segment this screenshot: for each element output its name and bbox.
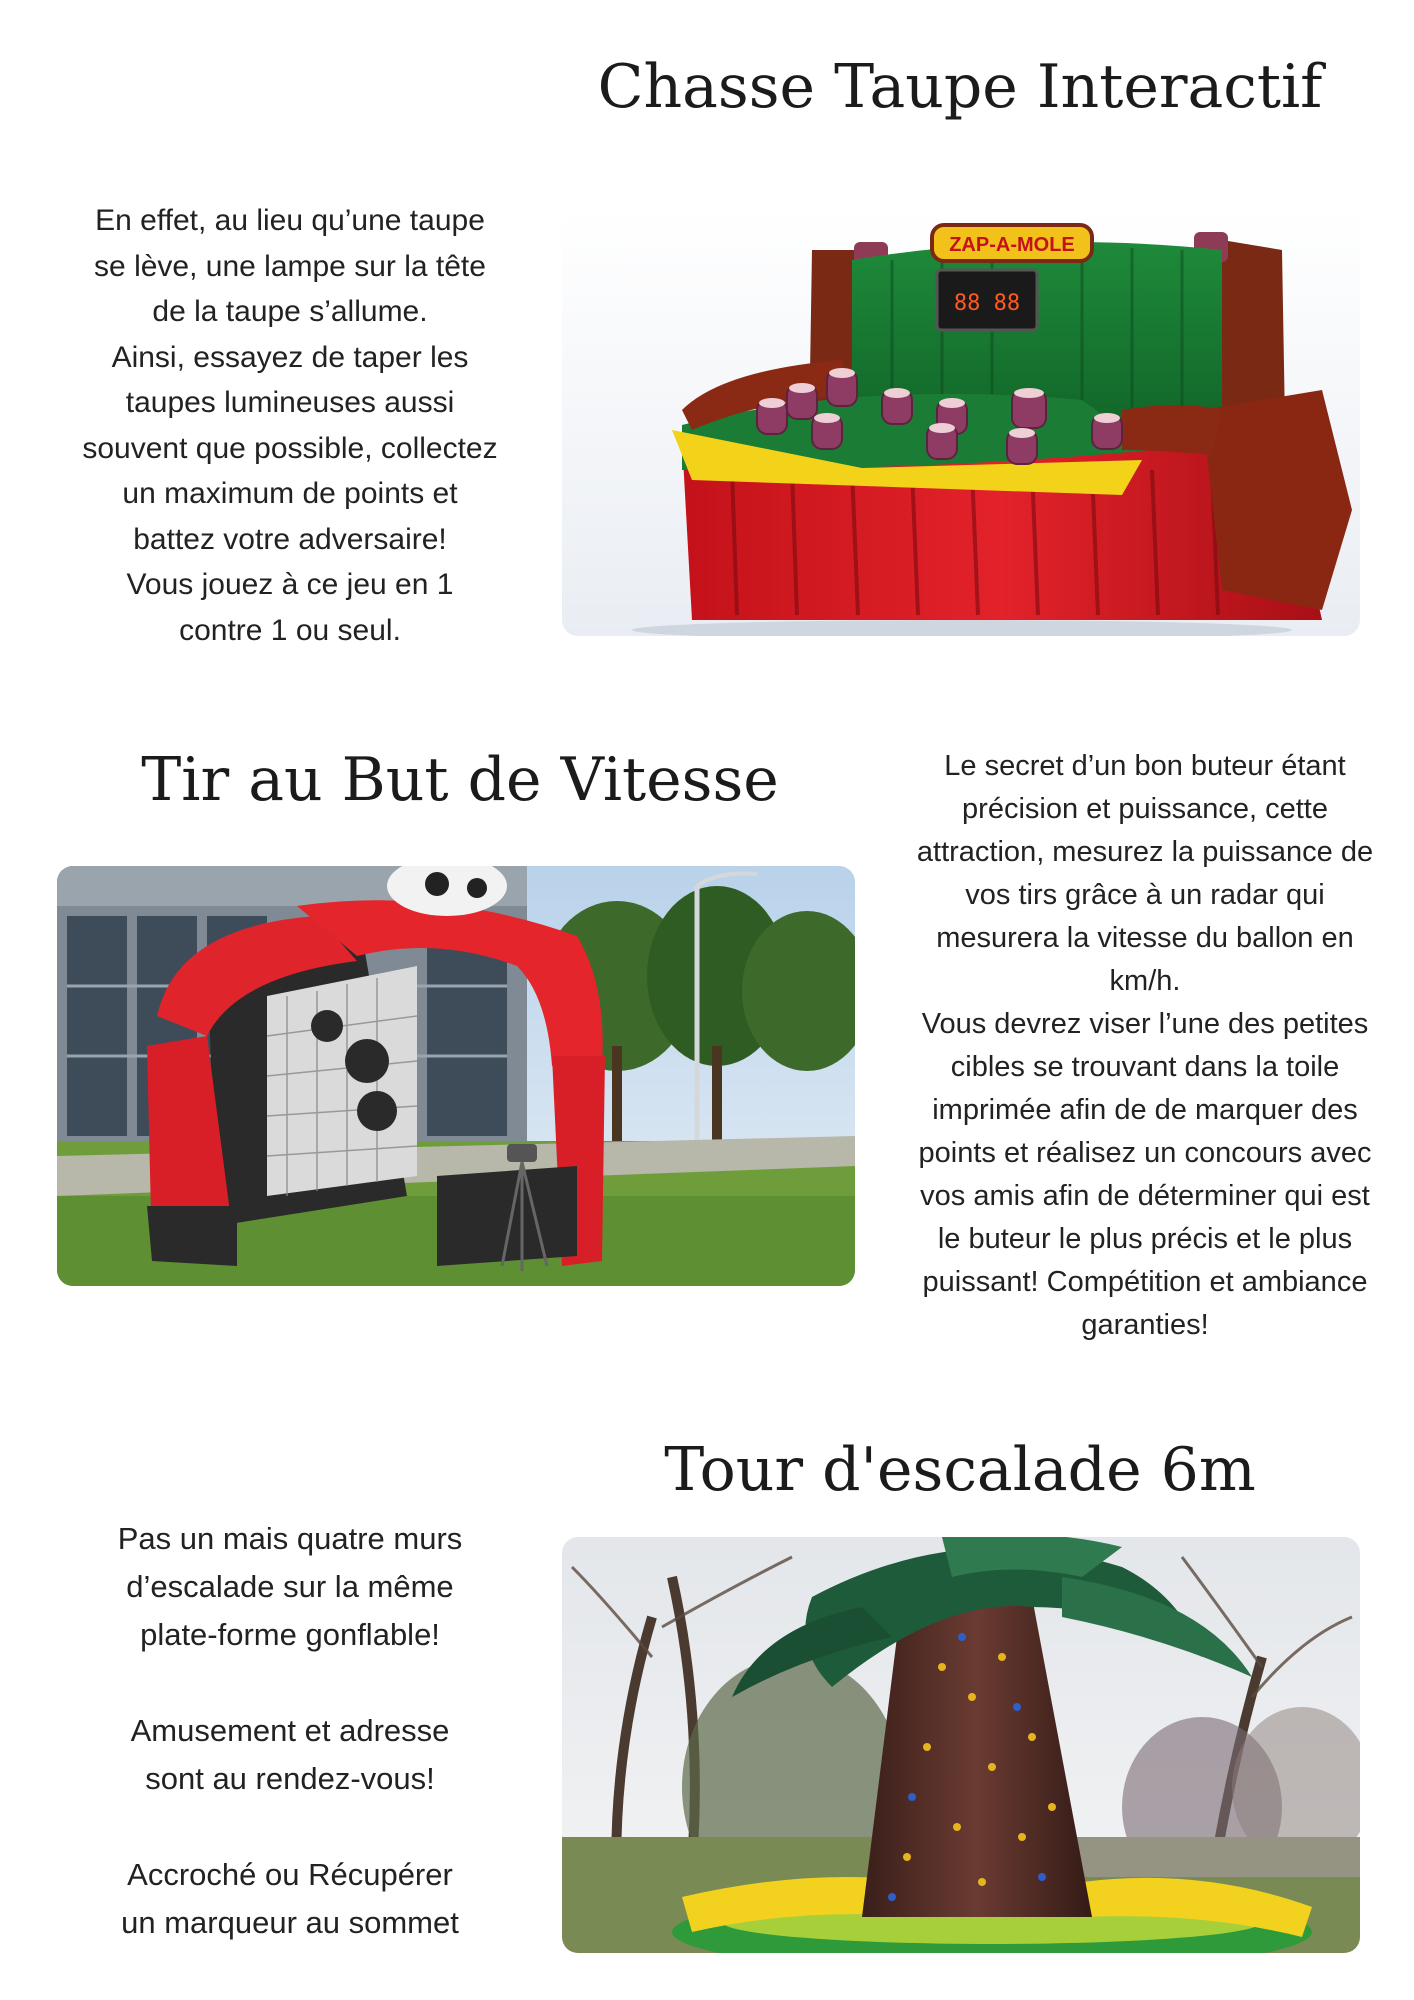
sign-text: ZAP-A-MOLE xyxy=(949,234,1075,256)
soccer-speed-shot-inflatable-photo xyxy=(57,866,855,1286)
text-line: précision et puissance, cette xyxy=(962,793,1328,825)
text-line: km/h. xyxy=(1109,965,1181,997)
text-line: d’escalade sur la même xyxy=(126,1569,454,1604)
text-line: attraction, mesurez la puissance de xyxy=(916,836,1374,868)
text-line: points et réalisez un concours avec xyxy=(918,1137,1372,1169)
section-description-tour-escalade xyxy=(40,1515,540,1947)
text-line: Pas un mais quatre murs xyxy=(117,1521,463,1556)
text-line: garanties! xyxy=(1081,1309,1209,1341)
climbing-tower-inflatable-photo xyxy=(562,1537,1360,1953)
section-description-chasse-taupe xyxy=(40,198,540,653)
section-title-chasse-taupe: Chasse Taupe Interactif xyxy=(597,52,1323,122)
text-line: plate-forme gonflable! xyxy=(140,1617,440,1652)
text-line: Vous devrez viser l’une des petites xyxy=(921,1008,1369,1040)
text-line: Ainsi, essayez de taper les xyxy=(111,340,469,374)
section-title-tour-escalade: Tour d'escalade 6m xyxy=(664,1435,1256,1505)
section-title-tir-au-but: Tir au But de Vitesse xyxy=(141,745,779,815)
text-line: En effet, au lieu qu’une taupe xyxy=(95,204,485,237)
text-line: Vous jouez à ce jeu en 1 xyxy=(126,568,454,601)
text-line: se lève, une lampe sur la tête xyxy=(94,249,486,283)
text-line: taupes lumineuses aussi xyxy=(125,386,455,419)
text-line: vos tirs grâce à un radar qui xyxy=(965,879,1325,911)
text-line: vos amis afin de déterminer qui est xyxy=(920,1180,1370,1212)
text-line: le buteur le plus précis et le plus xyxy=(937,1223,1353,1255)
text-line: imprimée afin de de marquer des xyxy=(932,1094,1358,1126)
text-line: Le secret d’un bon buteur étant xyxy=(944,750,1346,782)
text-line: puissant! Compétition et ambiance xyxy=(922,1266,1368,1298)
text-line: un maximum de points et xyxy=(122,477,458,510)
text-line: battez votre adversaire! xyxy=(133,522,447,556)
text-line: sont au rendez-vous! xyxy=(145,1761,435,1796)
whack-a-mole-inflatable-photo xyxy=(562,210,1360,636)
text-line: mesurera la vitesse du ballon en xyxy=(936,922,1354,954)
text-line: cibles se trouvant dans la toile xyxy=(950,1051,1340,1083)
text-line: un marqueur au sommet xyxy=(121,1905,459,1940)
score-text: 88 88 xyxy=(953,291,1021,316)
text-line: Accroché ou Récupérer xyxy=(127,1857,453,1892)
text-line: contre 1 ou seul. xyxy=(179,613,401,647)
text-line: Amusement et adresse xyxy=(130,1713,450,1748)
text-line: souvent que possible, collectez xyxy=(82,431,498,465)
section-description-tir-au-but xyxy=(890,745,1400,1347)
text-line: de la taupe s’allume. xyxy=(152,295,428,328)
